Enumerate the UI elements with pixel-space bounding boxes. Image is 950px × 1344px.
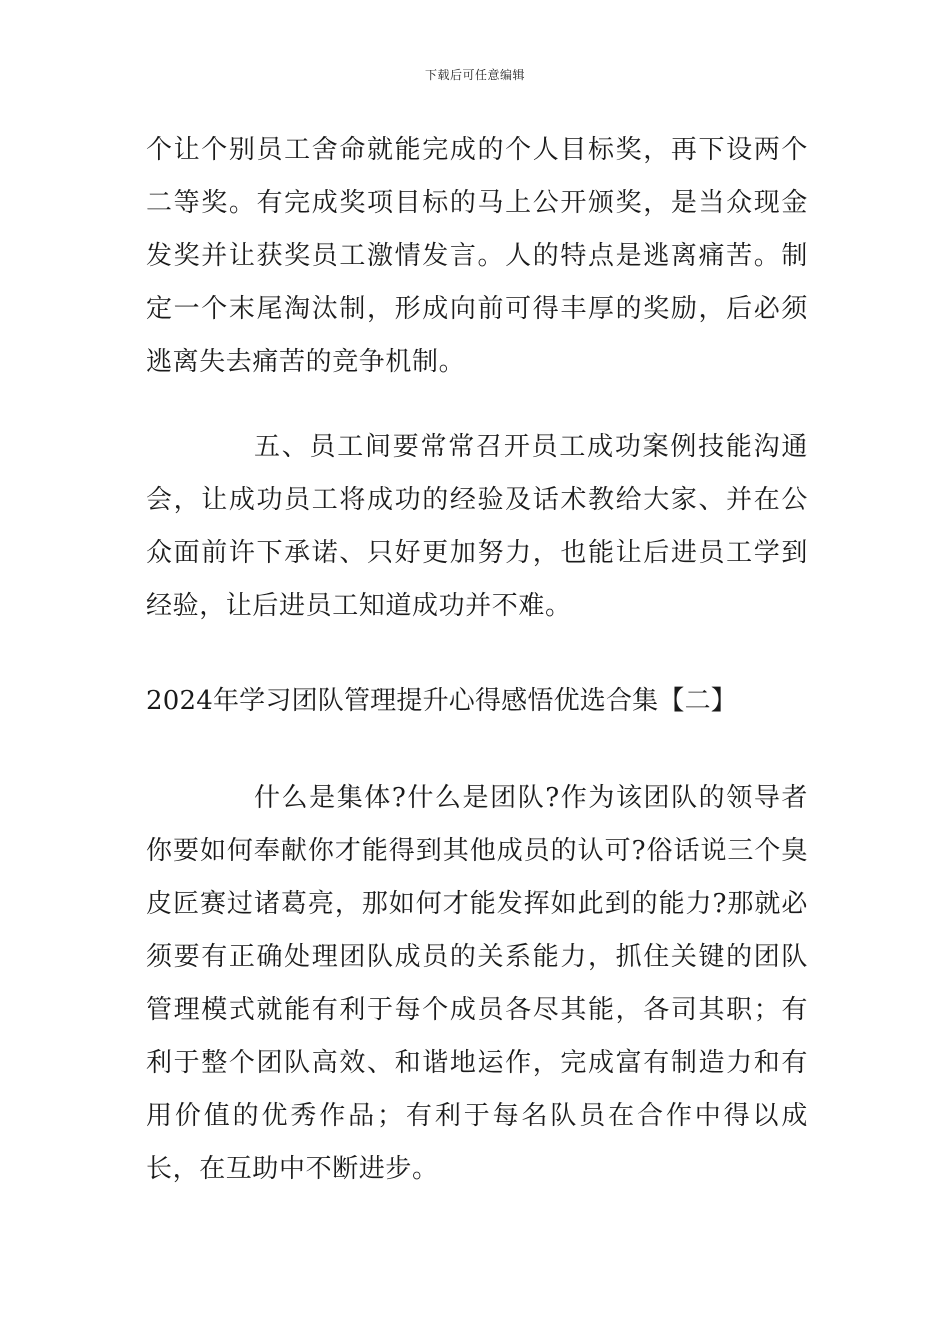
body-paragraph-3: 什么是集体?什么是团队?作为该团队的领导者你要如何奉献你才能得到其他成员的认可?俗话说三个臭皮匠赛过诸葛亮，那如何才能发挥如此到的能力?那就必须要有正确处理团队成员的关系能力，抓住关键的团队管理模式就能有利于每个成员各尽其能，各司其职；有利于整个团队高效、和谐地运作，完成富有制造力和有用价值的优秀作品；有利于每名队员在合作中得以成长，在互助中不断进步。 (146, 783, 808, 1184)
body-paragraph-2: 五、员工间要常常召开员工成功案例技能沟通会，让成功员工将成功的经验及话术教给大家、并在公众面前许下承诺、只好更加努力，也能让后进员工学到经验，让后进员工知道成功并不难。 (146, 432, 808, 621)
header-note: 下载后可任意编辑 (424, 68, 525, 82)
section-heading: 2024年学习团队管理提升心得感悟优选合集【二】 (146, 686, 737, 716)
body-paragraph-1: 个让个别员工舍命就能完成的个人目标奖，再下设两个二等奖。有完成奖项目标的马上公开颁奖，是当众现金发奖并让获奖员工激情发言。人的特点是逃离痛苦。制定一个末尾淘汰制，形成向前可得丰厚的奖励，后必须逃离失去痛苦的竞争机制。 (146, 135, 808, 377)
